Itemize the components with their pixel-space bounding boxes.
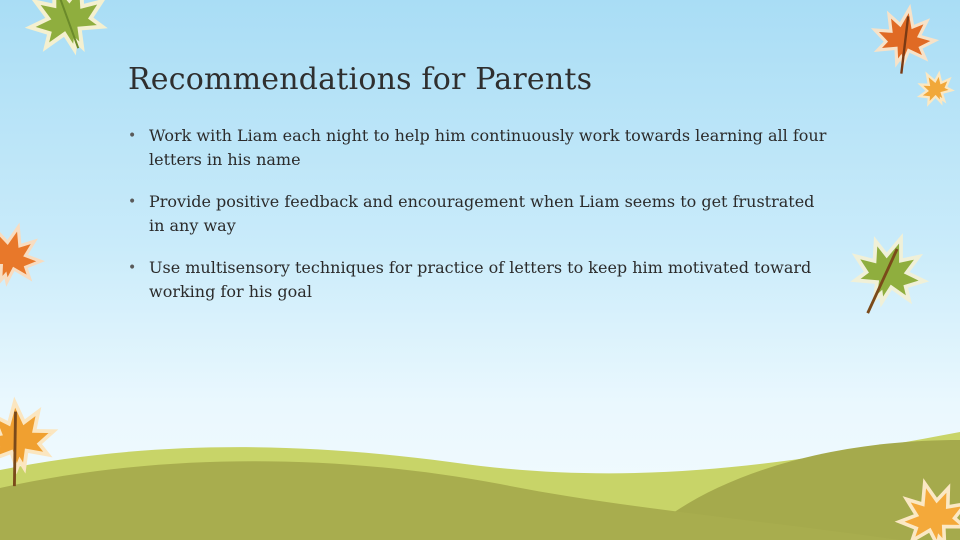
bullet-marker: • [128, 260, 137, 276]
list-item [128, 190, 828, 238]
list-item [128, 124, 828, 172]
orange-leaf-icon [0, 219, 48, 289]
green-leaf-icon [19, 0, 114, 61]
bullet-marker: • [128, 194, 137, 210]
orange-leaf-icon [868, 3, 939, 78]
bullet-marker: • [128, 128, 137, 144]
bullet-text: Provide positive feedback and encouragement when Liam seems to get frustrated in any way [149, 192, 815, 235]
bullet-text: Use multisensory techniques for practice of letters to keep him motivated toward working for his goal [149, 258, 812, 301]
bullet-text: Work with Liam each night to help him continuously work towards learning all four letters in his name [149, 126, 827, 169]
yellow-leaf-icon [912, 66, 957, 110]
green-leaf-icon [839, 226, 935, 327]
slide-title: Recommendations for Parents [128, 62, 593, 97]
list-item [128, 256, 828, 304]
bullet-list [128, 124, 828, 322]
